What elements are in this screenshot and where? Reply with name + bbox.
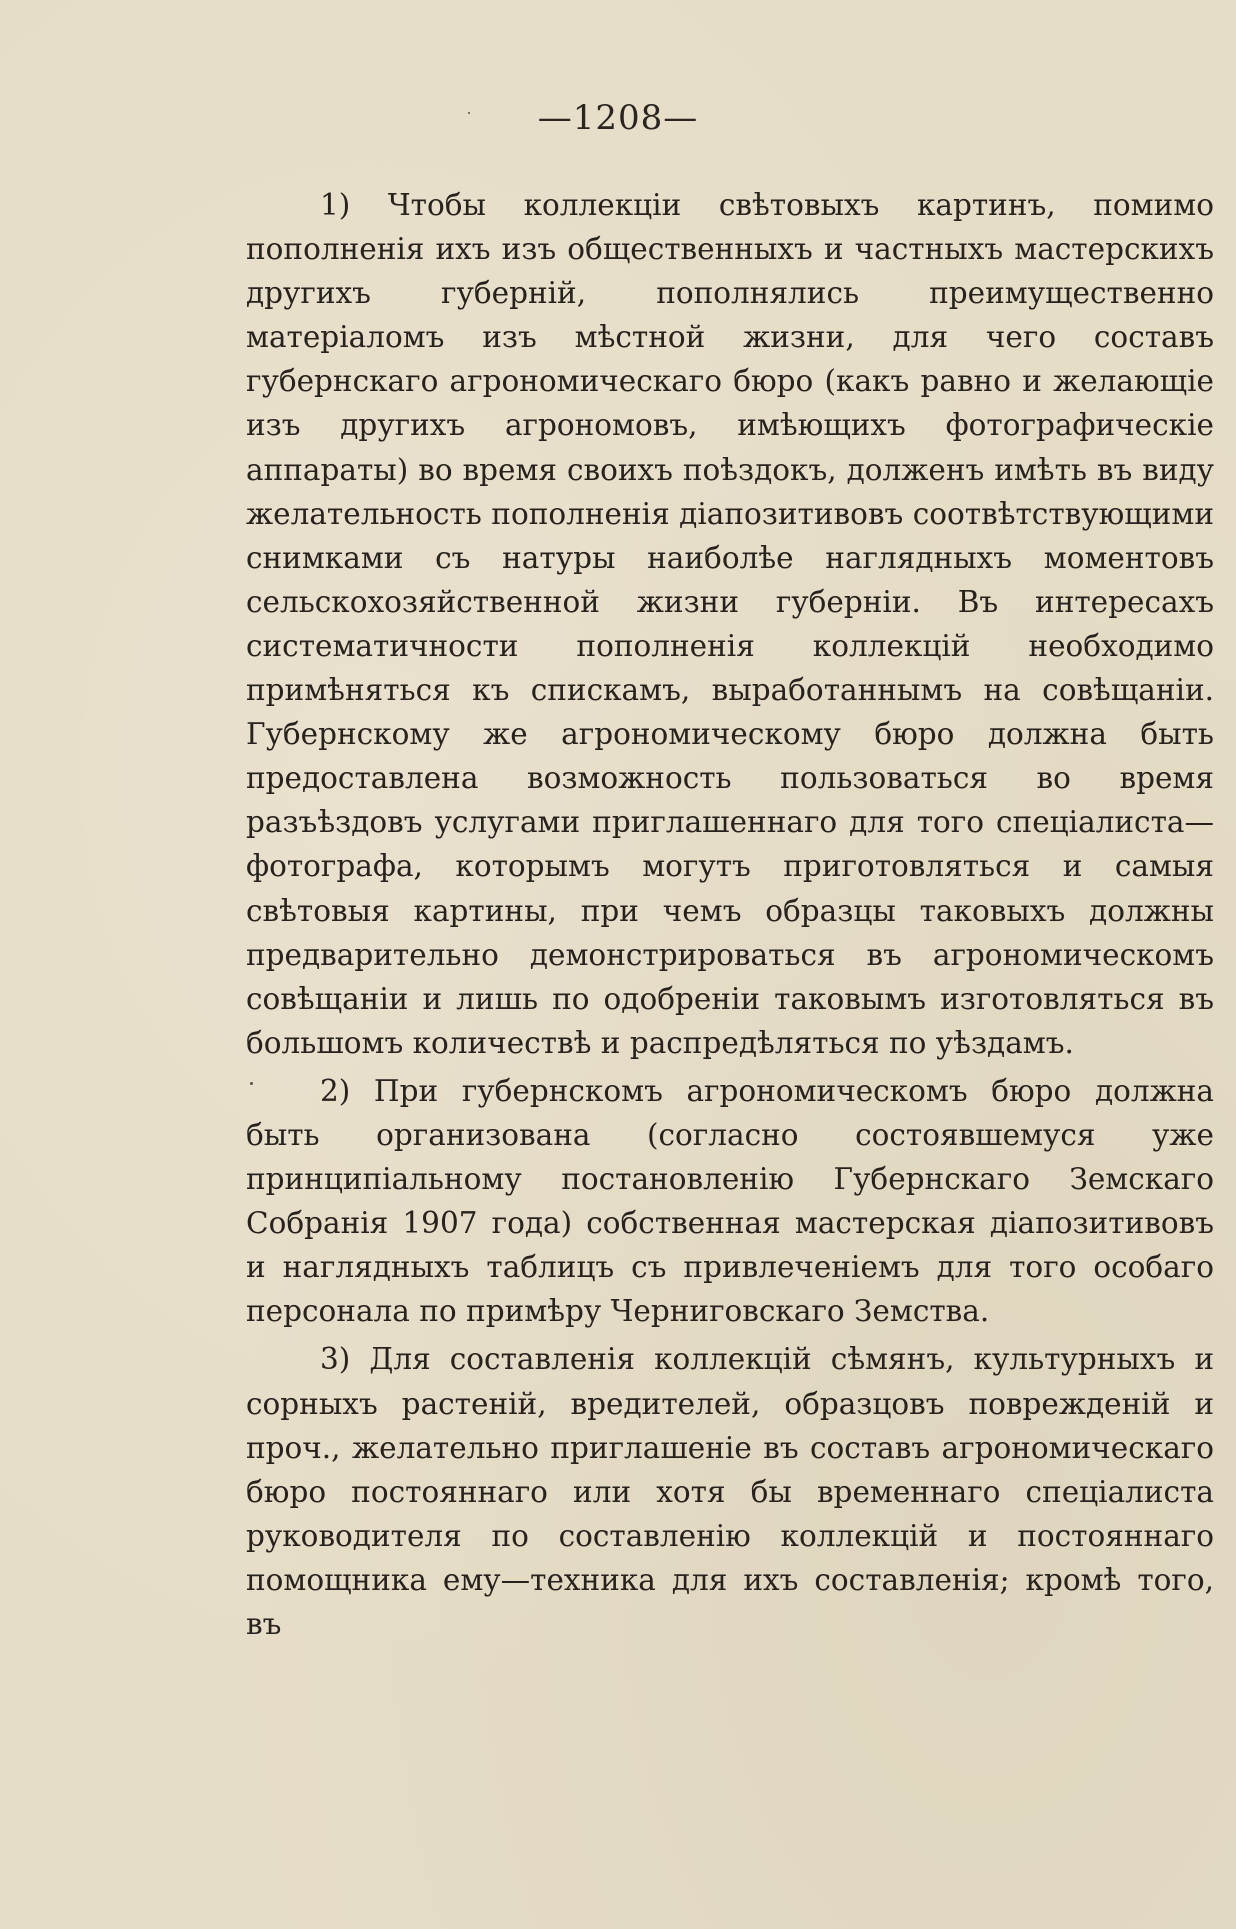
paragraph-1: 1) Чтобы коллекціи свѣтовыхъ картинъ, помимо пополненія ихъ изъ общественныхъ и частныхъ мастерскихъ другихъ губерній, пополнялись преимущественно матеріаломъ изъ мѣстной жизни, для чего составъ губернскаго агрономическаго бюро (какъ равно и желающіе изъ другихъ агрономовъ, имѣющихъ фотографическіе аппараты) во время своихъ поѣздокъ, долженъ имѣть въ виду желательность пополненія діапозитивовъ соотвѣтствующими снимками съ натуры наиболѣе наглядныхъ моментовъ сельскохозяйственной жизни губерніи. Въ интересахъ систематичности пополненія коллекцій необходимо примѣняться къ спискамъ, выработаннымъ на совѣщаніи. Губернскому же агрономическому бюро должна быть предоставлена возможность пользоваться во время разъѣздовъ услугами приглашеннаго для того спеціалиста—фотографа, которымъ могутъ приготовляться и самыя свѣтовыя картины, при чемъ образцы таковыхъ должны предварительно демонстрироваться въ агрономическомъ совѣщаніи и лишь по одобреніи таковымъ изготовляться въ большомъ количествѣ и распредѣляться по уѣздамъ. — [246, 188, 1214, 1060]
stray-ink-dot — [250, 1082, 253, 1085]
paragraph-2: 2) При губернскомъ агрономическомъ бюро должна быть организована (согласно состоявшемуся уже принципіальному постановленію Губернскаго Земскаго Собранія 1907 года) собственная мастерская діапозитивовъ и наглядныхъ таблицъ съ привлеченіемъ для того особаго персонала по примѣру Черниговскаго Земства. — [246, 1073, 1214, 1329]
page-number: —1208— — [537, 98, 699, 138]
body-text — [246, 183, 1214, 1646]
stray-ink-dot — [468, 112, 470, 114]
paragraph-3: 3) Для составленія коллекцій сѣмянъ, культурныхъ и сорныхъ растеній, вредителей, образцовъ поврежденій и проч., желательно приглашеніе въ составъ агрономическаго бюро постояннаго или хотя бы временнаго спеціалиста руководителя по составленію коллекцій и постояннаго помощника ему—техника для ихъ составленія; кромѣ того, въ — [246, 1342, 1214, 1641]
